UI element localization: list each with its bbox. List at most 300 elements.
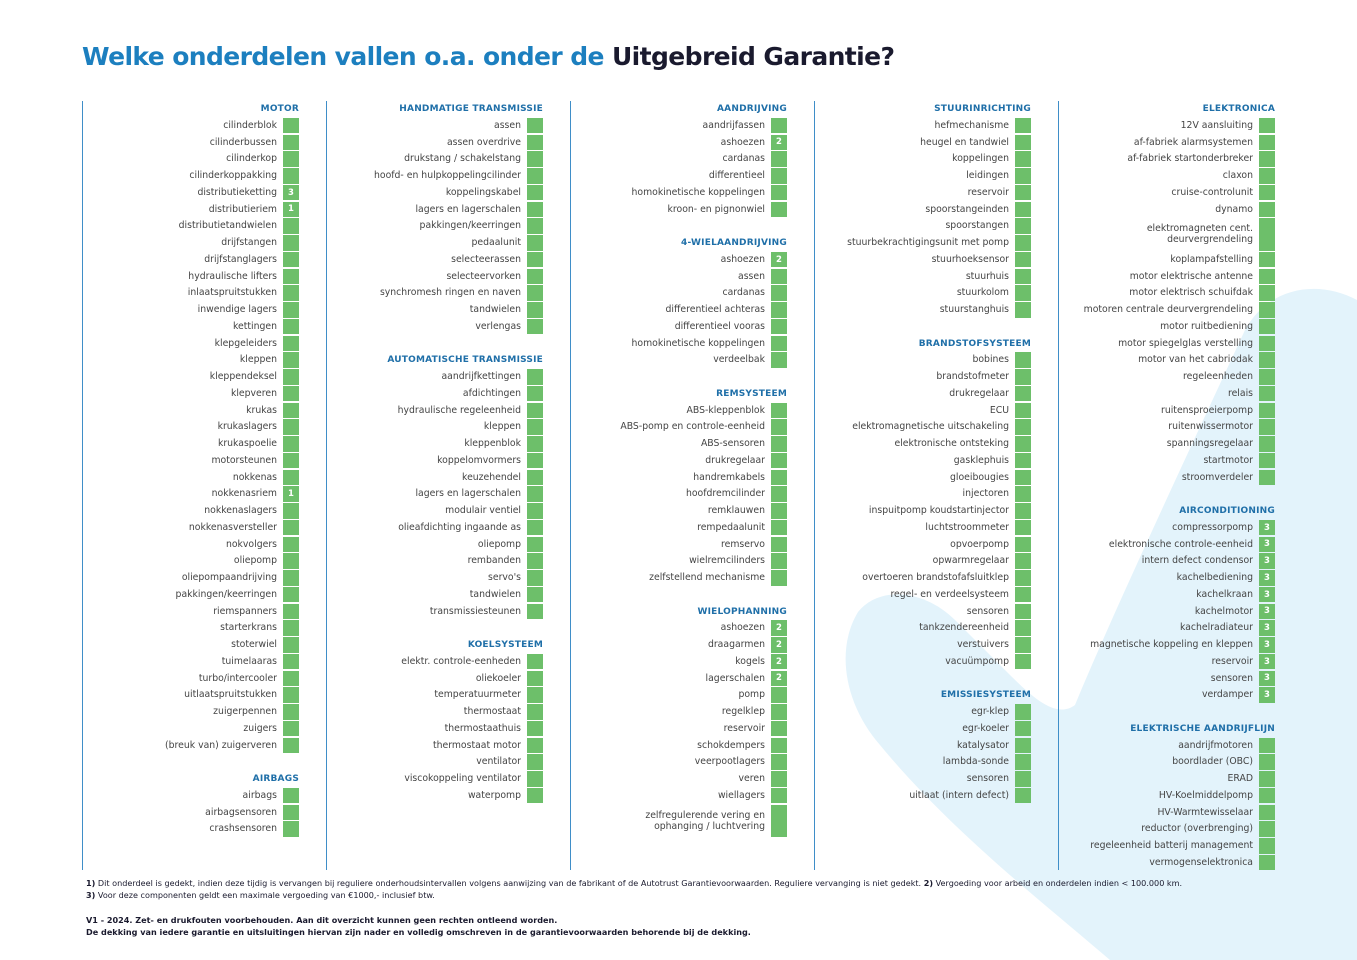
part-label: koppelingskabel [445, 186, 521, 198]
part-item [722, 704, 787, 720]
part-label: stuurhoeksensor [931, 253, 1009, 265]
part-item [1196, 587, 1275, 603]
coverage-check-box [283, 252, 299, 268]
part-item [919, 620, 1031, 636]
coverage-check-box [771, 352, 787, 368]
coverage-check-box [771, 302, 787, 318]
coverage-check-box [1259, 771, 1275, 787]
part-label: distributietandwielen [178, 220, 277, 232]
part-item [1215, 202, 1275, 218]
coverage-check-box [283, 570, 299, 586]
part-item [920, 135, 1031, 151]
part-item [209, 202, 299, 218]
part-item [1181, 118, 1275, 134]
coverage-check-box [1015, 721, 1031, 737]
part-item [243, 788, 299, 804]
part-label: drukregelaar [949, 387, 1009, 399]
part-item [1172, 754, 1275, 770]
coverage-check-box [771, 470, 787, 486]
part-label: nokkenasversteller [188, 521, 277, 533]
part-label: aandrijfkettingen [441, 371, 521, 382]
part-item [213, 704, 299, 720]
part-item [862, 570, 1031, 586]
part-item [464, 704, 543, 720]
part-item [1168, 419, 1275, 435]
part-label: stuurbekrachtigingsunit met pomp [847, 237, 1009, 248]
part-item [943, 754, 1031, 770]
coverage-check-box [771, 771, 787, 787]
part-label: drukregelaar [705, 454, 765, 466]
part-label: differentieel [708, 170, 765, 181]
part-item [1149, 855, 1275, 871]
coverage-check-box [527, 319, 543, 335]
coverage-check-box [1015, 620, 1031, 636]
part-item [415, 202, 543, 218]
part-item [724, 721, 787, 737]
part-label: heugel en tandwiel [920, 136, 1009, 148]
part-item [708, 637, 787, 653]
coverage-check-box [1259, 470, 1275, 486]
part-label: cilinderkop [226, 153, 277, 165]
part-label: ashoezen [720, 622, 765, 634]
part-label: reservoir [1211, 655, 1253, 667]
coverage-check-box [1015, 453, 1031, 469]
coverage-check-box [771, 436, 787, 452]
part-label: kleppen [239, 354, 277, 366]
coverage-check-box: 3 [1259, 553, 1275, 569]
part-item [1109, 537, 1275, 553]
section-title: KOELSYSTEEM [467, 640, 543, 650]
coverage-check-box: 2 [771, 637, 787, 653]
part-item [398, 520, 543, 536]
coverage-check-box [771, 151, 787, 167]
part-item [463, 386, 543, 402]
coverage-check-box [1259, 202, 1275, 218]
title-part2: Uitgebreid Garantie? [611, 42, 895, 71]
part-item [243, 721, 299, 737]
part-label: tandwielen [469, 588, 521, 600]
part-label: thermostaat [463, 706, 521, 717]
part-label: differentieel achteras [665, 304, 765, 315]
part-label: pakkingen/keerringen [419, 220, 521, 232]
coverage-check-box [1259, 855, 1275, 871]
part-label: oliepomp [477, 538, 521, 550]
part-label: remservo [721, 538, 765, 550]
part-label: sensoren [1210, 672, 1253, 684]
part-item [1119, 218, 1275, 250]
part-item [226, 151, 299, 167]
part-label: pakkingen/keerringen [175, 588, 277, 600]
part-label: hoofd- en hulpkoppelingcilinder [373, 170, 521, 181]
part-label: zuigers [243, 722, 277, 734]
part-label: veerpootlagers [694, 756, 765, 768]
coverage-check-box [1259, 118, 1275, 134]
part-item [706, 671, 787, 687]
part-label: nokkenasriem [211, 488, 277, 500]
part-label: transmissiesteunen [429, 605, 521, 617]
part-label: spoorstangen [945, 220, 1009, 232]
part-label: zuigerpennen [213, 706, 277, 717]
part-item [204, 503, 299, 519]
part-label: oliepomp [233, 555, 277, 567]
coverage-check-box [771, 168, 787, 184]
part-label: (breuk van) zuigerveren [164, 739, 277, 751]
coverage-check-box [1259, 403, 1275, 419]
coverage-check-box: 2 [771, 252, 787, 268]
coverage-check-box [1015, 754, 1031, 770]
part-label: homokinetische koppelingen [631, 337, 765, 349]
coverage-check-box: 2 [771, 135, 787, 151]
part-label: draagarmen [707, 639, 765, 650]
coverage-check-box [1015, 771, 1031, 787]
part-label: koppelomvormers [437, 454, 521, 466]
coverage-check-box [1259, 168, 1275, 184]
coverage-check-box: 3 [1259, 587, 1275, 603]
coverage-check-box [771, 285, 787, 301]
coverage-check-box [527, 302, 543, 318]
part-label: ECU [989, 404, 1009, 416]
part-item [1167, 436, 1275, 452]
coverage-check-box [1259, 151, 1275, 167]
part-item [221, 235, 299, 251]
coverage-check-box [1015, 570, 1031, 586]
part-label: uitlaatspruitstukken [184, 689, 277, 701]
coverage-check-box [1015, 151, 1031, 167]
part-item [1172, 520, 1275, 536]
part-item [470, 302, 543, 318]
part-label: verdamper [1202, 689, 1253, 701]
coverage-check-box [771, 805, 787, 837]
section-title: STUURINRICHTING [934, 104, 1031, 114]
coverage-check-box: 3 [1259, 520, 1275, 536]
part-label: drijfstangen [221, 237, 277, 248]
part-label: wielremcilinders [689, 555, 765, 567]
coverage-check-box [1015, 168, 1031, 184]
coverage-check-box: 3 [1259, 687, 1275, 703]
part-label: inspuitpomp koudstartinjector [868, 505, 1009, 516]
part-label: hoofdremcilinder [685, 488, 765, 500]
part-label: cruise-controlunit [1171, 186, 1253, 198]
coverage-check-box: 3 [1259, 671, 1275, 687]
part-item [494, 118, 543, 134]
part-item [471, 235, 543, 251]
part-item [967, 771, 1031, 787]
coverage-check-box [1015, 218, 1031, 234]
part-item [723, 151, 788, 167]
part-item [925, 520, 1031, 536]
part-item [1211, 671, 1275, 687]
part-label: tankzendereenheid [919, 622, 1009, 634]
part-label: crashsensoren [209, 823, 277, 835]
part-item [1142, 553, 1275, 569]
coverage-check-box [283, 654, 299, 670]
coverage-check-box [527, 118, 543, 134]
part-item [703, 118, 787, 134]
coverage-check-box [771, 118, 787, 134]
part-label: homokinetische koppelingen [631, 186, 765, 198]
part-label: aandrijfmotoren [1178, 739, 1253, 751]
coverage-check-box [1015, 587, 1031, 603]
footnote-3-text: Voor deze componenten geldt een maximale vergoeding van €1000,- inclusief btw. [97, 890, 435, 900]
coverage-check-box [1259, 805, 1275, 821]
coverage-check-box [771, 336, 787, 352]
part-item [721, 620, 787, 636]
coverage-check-box [527, 570, 543, 586]
part-item [210, 369, 299, 385]
part-item [404, 151, 543, 167]
coverage-check-box [527, 470, 543, 486]
part-item [693, 470, 787, 486]
title-part1: Welke onderdelen vallen o.a. onder de [82, 42, 604, 71]
part-label: airbagsensoren [205, 806, 277, 818]
part-label: tandwielen [469, 304, 521, 315]
column-2 [326, 101, 543, 870]
part-label: kachelkraan [1196, 588, 1253, 600]
part-item [199, 671, 299, 687]
part-item [909, 788, 1031, 804]
coverage-check-box [283, 620, 299, 636]
part-item [738, 687, 787, 703]
part-item [1170, 252, 1275, 268]
part-item [176, 587, 299, 603]
section-title: AUTOMATISCHE TRANSMISSIE [387, 355, 543, 366]
coverage-check-box [1015, 520, 1031, 536]
part-label: kachelradiateur [1179, 622, 1253, 634]
part-item [932, 252, 1031, 268]
part-label: inwendige lagers [197, 304, 277, 315]
coverage-check-box [771, 319, 787, 335]
part-label: reductor (overbrenging) [1141, 823, 1253, 835]
coverage-check-box [527, 654, 543, 670]
part-item [188, 269, 299, 285]
coverage-check-box [527, 369, 543, 385]
coverage-check-box [283, 151, 299, 167]
coverage-check-box [771, 738, 787, 754]
coverage-check-box [283, 553, 299, 569]
part-label: katalysator [956, 739, 1009, 751]
part-label: ashoezen [720, 253, 765, 265]
part-item [374, 168, 543, 184]
coverage-check-box [283, 302, 299, 318]
coverage-check-box [771, 269, 787, 285]
coverage-check-box [1015, 637, 1031, 653]
part-label: overtoeren brandstofafsluitklep [862, 572, 1009, 583]
part-label: tuimelaaras [221, 655, 277, 667]
coverage-check-box [1015, 419, 1031, 435]
coverage-check-box [527, 587, 543, 603]
coverage-check-box [283, 235, 299, 251]
part-label: egr-klep [971, 706, 1009, 717]
part-item [950, 537, 1031, 553]
part-item [240, 352, 299, 368]
coverage-check-box [771, 185, 787, 201]
part-label: rempedaalunit [697, 521, 765, 533]
part-label: verstuivers [957, 639, 1009, 650]
part-label: distributieketting [197, 186, 277, 198]
coverage-check-box [283, 336, 299, 352]
coverage-check-box [1259, 369, 1275, 385]
coverage-check-box [771, 202, 787, 218]
coverage-check-box [283, 520, 299, 536]
part-label: rembanden [467, 555, 521, 567]
coverage-check-box: 3 [1259, 570, 1275, 586]
coverage-check-box [1259, 302, 1275, 318]
coverage-check-box [283, 218, 299, 234]
coverage-check-box [527, 403, 543, 419]
coverage-check-box [527, 738, 543, 754]
part-item [686, 486, 787, 502]
part-item [445, 721, 543, 737]
column-5 [1058, 101, 1275, 870]
coverage-check-box [1015, 352, 1031, 368]
part-label: kleppen [483, 421, 521, 433]
part-item [968, 185, 1031, 201]
section-title: REMSYSTEEM [716, 388, 787, 399]
part-item [179, 218, 299, 234]
part-label: ventilator [476, 756, 521, 768]
part-item [188, 285, 299, 301]
part-item [231, 637, 299, 653]
section-title: EMISSIESYSTEEM [940, 690, 1031, 701]
part-item [1202, 687, 1275, 703]
coverage-check-box [283, 135, 299, 151]
coverage-check-box [527, 453, 543, 469]
coverage-check-box [771, 721, 787, 737]
footnote-1-text: Dit onderdeel is gedekt, indien deze tijdig is vervangen bij reguliere onderhoudsintervallen volgens aanwijzing van de fabrikant of de Autotrust Garantievoorwaarden. Reguliere vervanging is niet gedekt. [97, 878, 922, 888]
part-item [451, 252, 543, 268]
part-item [401, 654, 543, 670]
part-item [718, 788, 787, 804]
part-label: zelfregulerende vering en ophanging / luchtvering [645, 809, 765, 832]
part-item [1178, 738, 1275, 754]
part-item [446, 185, 543, 201]
part-item [484, 419, 543, 435]
part-label: pedaalunit [471, 237, 521, 248]
part-item [1171, 185, 1275, 201]
part-label: elektromagnetische uitschakeling [852, 421, 1009, 433]
part-label: lagerschalen [705, 672, 765, 684]
part-item [1090, 838, 1275, 854]
coverage-check-box [527, 486, 543, 502]
part-label: olieafdichting ingaande as [398, 521, 521, 533]
part-label: inlaatspruitstukken [187, 287, 277, 299]
part-label: kogels [735, 655, 765, 667]
coverage-check-box [1015, 704, 1031, 720]
part-item [189, 520, 299, 536]
section-title: AIRBAGS [252, 774, 299, 784]
part-item [990, 403, 1031, 419]
part-item [226, 537, 299, 553]
part-label: nokkenas [232, 471, 277, 483]
coverage-check-box: 3 [1259, 654, 1275, 670]
part-label: compressorpomp [1172, 521, 1253, 533]
part-item [739, 771, 787, 787]
part-label: startmotor [1203, 454, 1253, 466]
part-label: kroon- en pignonwiel [667, 203, 765, 215]
coverage-check-box [1259, 436, 1275, 452]
part-item [1228, 386, 1275, 402]
part-item [1223, 168, 1275, 184]
coverage-check-box [283, 386, 299, 402]
part-item [215, 336, 299, 352]
coverage-check-box [1259, 352, 1275, 368]
part-label: zelfstellend mechanisme [649, 572, 765, 583]
part-item [445, 503, 543, 519]
coverage-check-box [283, 319, 299, 335]
part-item [1228, 771, 1275, 787]
part-item [198, 302, 299, 318]
part-item [415, 486, 543, 502]
part-item [723, 285, 788, 301]
part-item [687, 403, 788, 419]
column-3 [570, 101, 787, 870]
coverage-check-box [527, 269, 543, 285]
coverage-check-box [1259, 419, 1275, 435]
part-item [476, 754, 543, 770]
part-label: waterpomp [467, 789, 521, 801]
part-item [966, 269, 1031, 285]
part-item [721, 252, 787, 268]
part-label: hefmechanisme [934, 119, 1009, 131]
coverage-check-box [1259, 185, 1275, 201]
part-label: motorsteunen [211, 454, 277, 466]
part-item [434, 687, 543, 703]
coverage-check-box [1259, 285, 1275, 301]
part-item [184, 687, 299, 703]
coverage-check-box [771, 788, 787, 804]
coverage-check-box [771, 403, 787, 419]
part-item [182, 570, 299, 586]
part-label: pomp [738, 689, 765, 701]
part-item [433, 738, 543, 754]
coverage-check-box [527, 788, 543, 804]
part-label: opvoerpomp [950, 538, 1009, 550]
part-item [1118, 336, 1275, 352]
coverage-check-box [771, 486, 787, 502]
part-label: viscokoppeling ventilator [404, 773, 521, 784]
part-item [1177, 570, 1275, 586]
coverage-check-box [527, 235, 543, 251]
part-item [950, 470, 1031, 486]
part-item [218, 436, 299, 452]
coverage-check-box [1259, 821, 1275, 837]
coverage-check-box: 1 [283, 486, 299, 502]
coverage-check-box [1015, 436, 1031, 452]
part-item [967, 604, 1031, 620]
part-item [430, 604, 543, 620]
part-label: stuurhuis [965, 270, 1009, 282]
coverage-check-box [1259, 135, 1275, 151]
coverage-check-box [527, 419, 543, 435]
coverage-check-box [283, 788, 299, 804]
part-item [1195, 604, 1275, 620]
part-item [631, 805, 787, 837]
part-item [952, 151, 1031, 167]
coverage-check-box: 3 [1259, 620, 1275, 636]
coverage-check-box [1259, 218, 1275, 250]
part-label: elektromagneten cent. deurvergrendeling [1146, 223, 1253, 246]
coverage-check-box [283, 269, 299, 285]
coverage-check-box [283, 503, 299, 519]
part-label: thermostaat motor [432, 739, 521, 751]
column-1 [82, 101, 299, 870]
part-label: afdichtingen [462, 387, 521, 399]
part-item [231, 386, 299, 402]
footnote-3 [86, 890, 435, 900]
part-label: regelklep [721, 706, 765, 717]
coverage-check-box [1259, 319, 1275, 335]
coverage-check-box [771, 453, 787, 469]
